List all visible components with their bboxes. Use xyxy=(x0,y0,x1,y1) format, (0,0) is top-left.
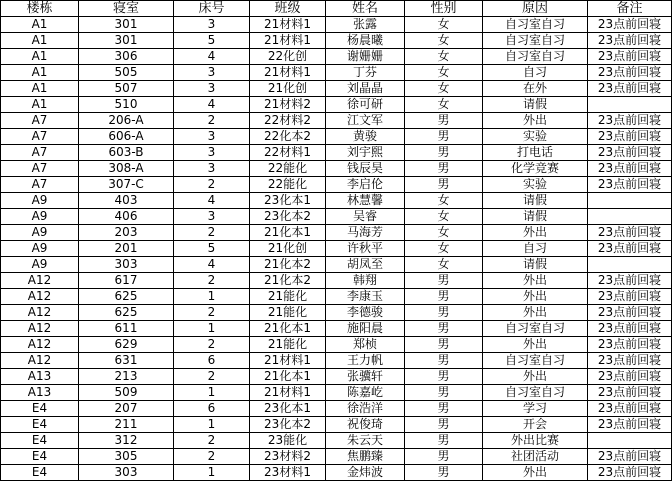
table-row xyxy=(1,337,672,353)
table-row xyxy=(1,33,672,49)
table-row xyxy=(1,417,672,433)
cell-class: 23材料2 xyxy=(250,449,326,465)
table-row xyxy=(1,113,672,129)
cell-bed: 2 xyxy=(174,449,250,465)
cell-building: A12 xyxy=(1,337,79,353)
table-row xyxy=(1,465,672,481)
cell-room: 312 xyxy=(79,433,174,449)
cell-class: 21能化 xyxy=(250,289,326,305)
cell-class: 22能化 xyxy=(250,177,326,193)
table-row xyxy=(1,97,672,113)
cell-name: 张露 xyxy=(326,17,405,33)
table-row xyxy=(1,145,672,161)
table-row xyxy=(1,177,672,193)
header-note: 备注 xyxy=(588,1,672,17)
cell-bed: 2 xyxy=(174,225,250,241)
cell-room: 301 xyxy=(79,33,174,49)
cell-building: A7 xyxy=(1,129,79,145)
table-row xyxy=(1,369,672,385)
cell-reason: 外出 xyxy=(483,369,588,385)
cell-room: 611 xyxy=(79,321,174,337)
cell-bed: 6 xyxy=(174,353,250,369)
cell-room: 603-B xyxy=(79,145,174,161)
cell-bed: 4 xyxy=(174,49,250,65)
cell-name: 杨晨曦 xyxy=(326,33,405,49)
cell-reason: 自习室自习 xyxy=(483,353,588,369)
cell-gender: 男 xyxy=(405,417,483,433)
cell-name: 林慧馨 xyxy=(326,193,405,209)
cell-note: 23点前回寝 xyxy=(588,337,672,353)
cell-class: 23化本2 xyxy=(250,209,326,225)
cell-bed: 2 xyxy=(174,369,250,385)
cell-building: A9 xyxy=(1,241,79,257)
cell-gender: 女 xyxy=(405,65,483,81)
cell-gender: 女 xyxy=(405,257,483,273)
cell-bed: 1 xyxy=(174,321,250,337)
cell-class: 22能化 xyxy=(250,161,326,177)
cell-room: 301 xyxy=(79,17,174,33)
cell-building: A7 xyxy=(1,161,79,177)
cell-room: 507 xyxy=(79,81,174,97)
table-row xyxy=(1,321,672,337)
cell-name: 许秋平 xyxy=(326,241,405,257)
cell-gender: 男 xyxy=(405,129,483,145)
cell-reason: 请假 xyxy=(483,209,588,225)
cell-name: 朱云天 xyxy=(326,433,405,449)
table-row xyxy=(1,273,672,289)
cell-note: 23点前回寝 xyxy=(588,113,672,129)
cell-class: 21材料1 xyxy=(250,17,326,33)
cell-reason: 自习室自习 xyxy=(483,385,588,401)
cell-room: 206-A xyxy=(79,113,174,129)
cell-building: A13 xyxy=(1,369,79,385)
cell-note xyxy=(588,193,672,209)
cell-reason: 外出 xyxy=(483,465,588,481)
cell-bed: 1 xyxy=(174,385,250,401)
cell-gender: 男 xyxy=(405,353,483,369)
cell-reason: 自习室自习 xyxy=(483,33,588,49)
cell-note xyxy=(588,257,672,273)
cell-room: 403 xyxy=(79,193,174,209)
cell-bed: 3 xyxy=(174,161,250,177)
cell-class: 21材料1 xyxy=(250,65,326,81)
cell-building: E4 xyxy=(1,417,79,433)
cell-gender: 女 xyxy=(405,33,483,49)
cell-bed: 3 xyxy=(174,209,250,225)
cell-reason: 化学竞赛 xyxy=(483,161,588,177)
cell-room: 203 xyxy=(79,225,174,241)
cell-bed: 1 xyxy=(174,417,250,433)
cell-gender: 男 xyxy=(405,465,483,481)
cell-bed: 6 xyxy=(174,401,250,417)
cell-gender: 女 xyxy=(405,241,483,257)
cell-class: 21化本1 xyxy=(250,321,326,337)
table-row xyxy=(1,401,672,417)
table-row xyxy=(1,305,672,321)
cell-reason: 外出 xyxy=(483,337,588,353)
cell-note: 23点前回寝 xyxy=(588,145,672,161)
cell-gender: 男 xyxy=(405,369,483,385)
cell-note: 23点前回寝 xyxy=(588,81,672,97)
cell-name: 徐可研 xyxy=(326,97,405,113)
cell-note xyxy=(588,433,672,449)
cell-reason: 请假 xyxy=(483,97,588,113)
cell-class: 21材料1 xyxy=(250,385,326,401)
cell-reason: 自习室自习 xyxy=(483,49,588,65)
cell-note: 23点前回寝 xyxy=(588,353,672,369)
cell-gender: 女 xyxy=(405,81,483,97)
cell-room: 308-A xyxy=(79,161,174,177)
cell-class: 21化本2 xyxy=(250,257,326,273)
cell-building: A1 xyxy=(1,81,79,97)
cell-reason: 社团活动 xyxy=(483,449,588,465)
cell-reason: 开会 xyxy=(483,417,588,433)
cell-building: A12 xyxy=(1,289,79,305)
cell-bed: 5 xyxy=(174,241,250,257)
cell-class: 21化本1 xyxy=(250,225,326,241)
cell-bed: 1 xyxy=(174,289,250,305)
cell-room: 629 xyxy=(79,337,174,353)
cell-class: 23化本1 xyxy=(250,401,326,417)
cell-class: 23化本1 xyxy=(250,193,326,209)
cell-reason: 外出 xyxy=(483,305,588,321)
cell-gender: 男 xyxy=(405,161,483,177)
cell-gender: 女 xyxy=(405,225,483,241)
cell-name: 王力帆 xyxy=(326,353,405,369)
cell-bed: 2 xyxy=(174,305,250,321)
cell-name: 祝俊琦 xyxy=(326,417,405,433)
cell-room: 303 xyxy=(79,257,174,273)
cell-reason: 自习 xyxy=(483,241,588,257)
cell-gender: 男 xyxy=(405,433,483,449)
cell-building: A12 xyxy=(1,305,79,321)
cell-bed: 1 xyxy=(174,465,250,481)
cell-name: 施阳晨 xyxy=(326,321,405,337)
cell-bed: 4 xyxy=(174,97,250,113)
cell-class: 22化创 xyxy=(250,49,326,65)
cell-room: 305 xyxy=(79,449,174,465)
cell-note: 23点前回寝 xyxy=(588,65,672,81)
cell-room: 631 xyxy=(79,353,174,369)
cell-bed: 3 xyxy=(174,65,250,81)
cell-note: 23点前回寝 xyxy=(588,417,672,433)
cell-building: E4 xyxy=(1,401,79,417)
cell-note: 23点前回寝 xyxy=(588,241,672,257)
cell-name: 李德骏 xyxy=(326,305,405,321)
cell-note: 23点前回寝 xyxy=(588,369,672,385)
header-name: 姓名 xyxy=(326,1,405,17)
cell-bed: 2 xyxy=(174,337,250,353)
cell-gender: 男 xyxy=(405,385,483,401)
cell-note: 23点前回寝 xyxy=(588,17,672,33)
cell-name: 刘宇熙 xyxy=(326,145,405,161)
cell-class: 23材料1 xyxy=(250,465,326,481)
cell-reason: 自习室自习 xyxy=(483,17,588,33)
cell-bed: 3 xyxy=(174,129,250,145)
cell-class: 22化本2 xyxy=(250,129,326,145)
cell-name: 李启伦 xyxy=(326,177,405,193)
cell-class: 23能化 xyxy=(250,433,326,449)
cell-note: 23点前回寝 xyxy=(588,161,672,177)
cell-class: 21化创 xyxy=(250,241,326,257)
cell-name: 焦鹏臻 xyxy=(326,449,405,465)
cell-gender: 男 xyxy=(405,337,483,353)
cell-room: 307-C xyxy=(79,177,174,193)
cell-note: 23点前回寝 xyxy=(588,49,672,65)
table-row xyxy=(1,49,672,65)
cell-class: 23化本2 xyxy=(250,417,326,433)
cell-bed: 2 xyxy=(174,177,250,193)
cell-room: 505 xyxy=(79,65,174,81)
cell-bed: 2 xyxy=(174,433,250,449)
header-building: 楼栋 xyxy=(1,1,79,17)
cell-room: 606-A xyxy=(79,129,174,145)
cell-reason: 自习 xyxy=(483,65,588,81)
cell-note xyxy=(588,209,672,225)
cell-name: 马海芳 xyxy=(326,225,405,241)
cell-gender: 女 xyxy=(405,209,483,225)
table-row xyxy=(1,161,672,177)
cell-room: 406 xyxy=(79,209,174,225)
cell-note: 23点前回寝 xyxy=(588,225,672,241)
cell-reason: 外出 xyxy=(483,225,588,241)
cell-reason: 外出比赛 xyxy=(483,433,588,449)
cell-bed: 3 xyxy=(174,17,250,33)
cell-name: 胡凤至 xyxy=(326,257,405,273)
cell-gender: 男 xyxy=(405,177,483,193)
cell-note: 23点前回寝 xyxy=(588,321,672,337)
cell-reason: 在外 xyxy=(483,81,588,97)
table-row xyxy=(1,257,672,273)
cell-name: 黄骏 xyxy=(326,129,405,145)
cell-name: 江文军 xyxy=(326,113,405,129)
header-bed: 床号 xyxy=(174,1,250,17)
cell-class: 21化创 xyxy=(250,81,326,97)
cell-gender: 女 xyxy=(405,49,483,65)
cell-name: 郑桢 xyxy=(326,337,405,353)
cell-bed: 5 xyxy=(174,33,250,49)
cell-gender: 男 xyxy=(405,145,483,161)
cell-class: 21能化 xyxy=(250,337,326,353)
cell-name: 吴睿 xyxy=(326,209,405,225)
cell-building: A12 xyxy=(1,353,79,369)
cell-building: A7 xyxy=(1,177,79,193)
cell-class: 21能化 xyxy=(250,305,326,321)
cell-room: 625 xyxy=(79,305,174,321)
cell-note: 23点前回寝 xyxy=(588,465,672,481)
header-gender: 性别 xyxy=(405,1,483,17)
cell-name: 刘晶晶 xyxy=(326,81,405,97)
cell-gender: 女 xyxy=(405,193,483,209)
cell-reason: 外出 xyxy=(483,113,588,129)
cell-building: E4 xyxy=(1,465,79,481)
cell-building: A9 xyxy=(1,225,79,241)
table-row xyxy=(1,129,672,145)
cell-class: 21材料2 xyxy=(250,97,326,113)
cell-gender: 男 xyxy=(405,449,483,465)
cell-building: A1 xyxy=(1,65,79,81)
cell-class: 22材料1 xyxy=(250,145,326,161)
table-row xyxy=(1,193,672,209)
cell-room: 617 xyxy=(79,273,174,289)
cell-bed: 2 xyxy=(174,113,250,129)
cell-reason: 请假 xyxy=(483,193,588,209)
cell-building: A7 xyxy=(1,113,79,129)
cell-note: 23点前回寝 xyxy=(588,449,672,465)
cell-gender: 男 xyxy=(405,289,483,305)
cell-room: 306 xyxy=(79,49,174,65)
cell-building: A12 xyxy=(1,273,79,289)
cell-building: A9 xyxy=(1,209,79,225)
cell-name: 金炜波 xyxy=(326,465,405,481)
cell-bed: 3 xyxy=(174,81,250,97)
table-row xyxy=(1,433,672,449)
table-row xyxy=(1,449,672,465)
table-row xyxy=(1,225,672,241)
cell-building: A1 xyxy=(1,33,79,49)
header-room: 寝室 xyxy=(79,1,174,17)
cell-note: 23点前回寝 xyxy=(588,177,672,193)
cell-building: E4 xyxy=(1,449,79,465)
table-row xyxy=(1,81,672,97)
table-row xyxy=(1,353,672,369)
cell-reason: 学习 xyxy=(483,401,588,417)
cell-gender: 男 xyxy=(405,401,483,417)
cell-building: A12 xyxy=(1,321,79,337)
cell-bed: 2 xyxy=(174,273,250,289)
cell-room: 211 xyxy=(79,417,174,433)
cell-gender: 男 xyxy=(405,305,483,321)
cell-note: 23点前回寝 xyxy=(588,385,672,401)
table-row xyxy=(1,289,672,305)
cell-room: 509 xyxy=(79,385,174,401)
table-row xyxy=(1,385,672,401)
cell-reason: 外出 xyxy=(483,289,588,305)
cell-name: 韩翔 xyxy=(326,273,405,289)
cell-class: 21化本1 xyxy=(250,369,326,385)
cell-building: A9 xyxy=(1,257,79,273)
header-class: 班级 xyxy=(250,1,326,17)
cell-name: 李康玉 xyxy=(326,289,405,305)
cell-gender: 男 xyxy=(405,321,483,337)
cell-class: 21材料1 xyxy=(250,353,326,369)
cell-note xyxy=(588,97,672,113)
cell-note: 23点前回寝 xyxy=(588,129,672,145)
cell-reason: 实验 xyxy=(483,129,588,145)
cell-name: 钱辰昊 xyxy=(326,161,405,177)
cell-reason: 外出 xyxy=(483,273,588,289)
cell-note: 23点前回寝 xyxy=(588,33,672,49)
cell-bed: 4 xyxy=(174,257,250,273)
cell-room: 207 xyxy=(79,401,174,417)
cell-building: E4 xyxy=(1,433,79,449)
cell-class: 22材料2 xyxy=(250,113,326,129)
cell-building: A1 xyxy=(1,49,79,65)
cell-gender: 女 xyxy=(405,17,483,33)
header-row xyxy=(1,1,672,17)
cell-gender: 男 xyxy=(405,113,483,129)
table-row xyxy=(1,209,672,225)
cell-note: 23点前回寝 xyxy=(588,289,672,305)
cell-name: 张骥轩 xyxy=(326,369,405,385)
cell-room: 213 xyxy=(79,369,174,385)
cell-reason: 自习室自习 xyxy=(483,321,588,337)
cell-gender: 男 xyxy=(405,273,483,289)
cell-name: 谢姗姗 xyxy=(326,49,405,65)
cell-room: 201 xyxy=(79,241,174,257)
cell-note: 23点前回寝 xyxy=(588,305,672,321)
cell-name: 陈嘉屹 xyxy=(326,385,405,401)
cell-gender: 女 xyxy=(405,97,483,113)
cell-name: 丁芬 xyxy=(326,65,405,81)
cell-building: A1 xyxy=(1,17,79,33)
cell-note: 23点前回寝 xyxy=(588,401,672,417)
cell-class: 21化本2 xyxy=(250,273,326,289)
table-row xyxy=(1,17,672,33)
cell-class: 21材料1 xyxy=(250,33,326,49)
cell-bed: 3 xyxy=(174,145,250,161)
cell-building: A13 xyxy=(1,385,79,401)
cell-building: A1 xyxy=(1,97,79,113)
cell-building: A7 xyxy=(1,145,79,161)
cell-room: 510 xyxy=(79,97,174,113)
table-row xyxy=(1,65,672,81)
header-reason: 原因 xyxy=(483,1,588,17)
cell-reason: 实验 xyxy=(483,177,588,193)
cell-name: 徐浩洋 xyxy=(326,401,405,417)
cell-note: 23点前回寝 xyxy=(588,273,672,289)
cell-room: 625 xyxy=(79,289,174,305)
cell-bed: 4 xyxy=(174,193,250,209)
cell-reason: 打电话 xyxy=(483,145,588,161)
cell-room: 303 xyxy=(79,465,174,481)
cell-reason: 请假 xyxy=(483,257,588,273)
table-row xyxy=(1,241,672,257)
cell-building: A9 xyxy=(1,193,79,209)
